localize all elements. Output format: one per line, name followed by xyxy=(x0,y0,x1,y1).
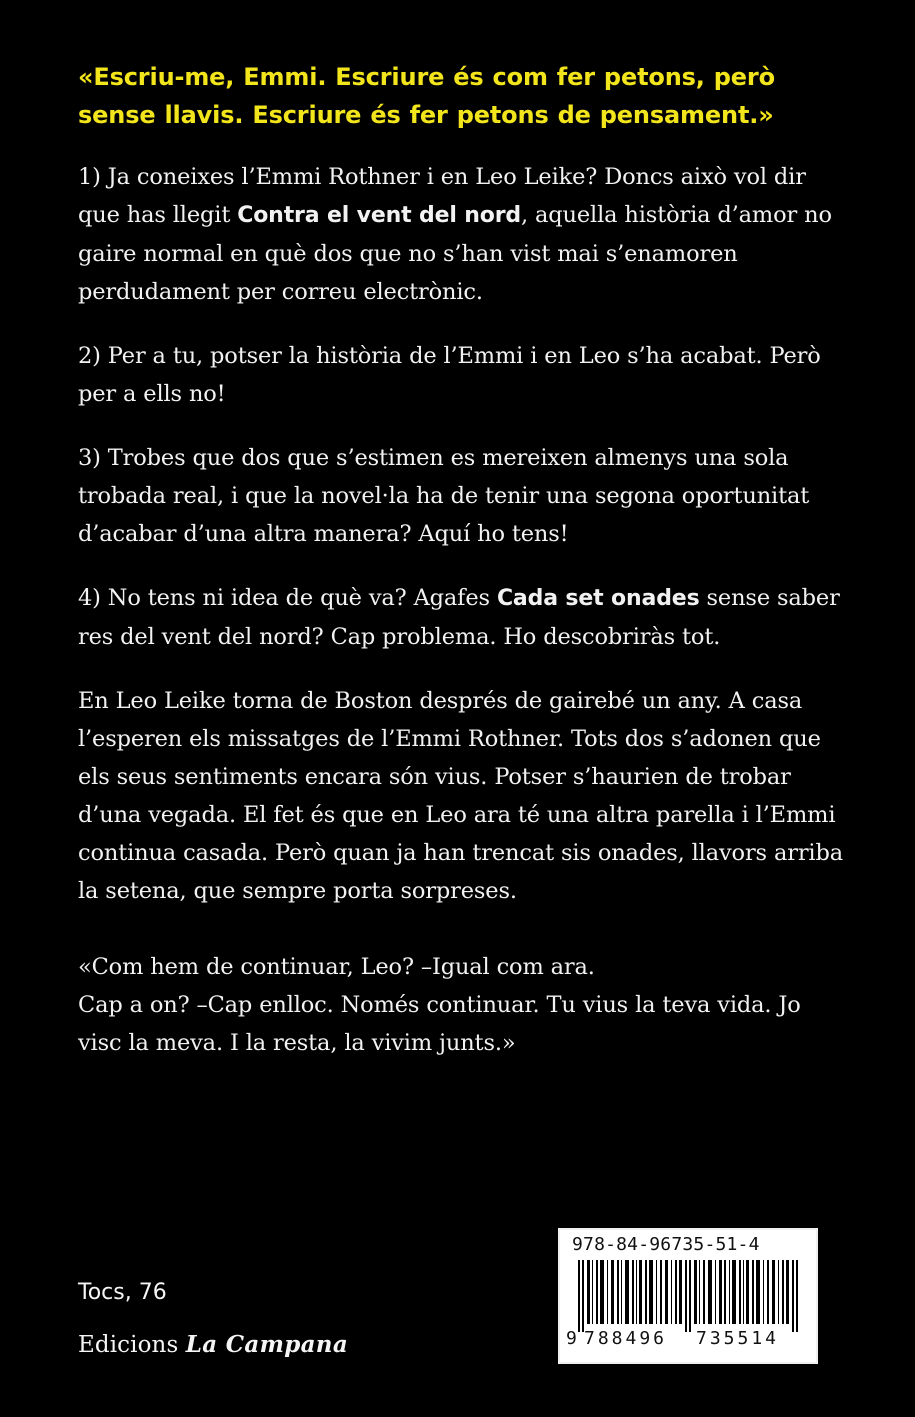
isbn-barcode xyxy=(558,1228,818,1364)
paragraph-4-text-after: sense saber res del vent del nord? Cap problema. Ho descobriràs tot. xyxy=(78,585,840,650)
paragraph-4 xyxy=(78,579,848,656)
barcode-left-digits: 788496 xyxy=(584,1328,668,1349)
barcode-prefix-digit: 9 xyxy=(566,1328,577,1349)
isbn-number: 978-84-96735-51-4 xyxy=(572,1234,760,1255)
paragraph-1 xyxy=(78,158,848,311)
paragraph-4-text-before: 4) No tens ni idea de què va? Agafes xyxy=(78,585,497,611)
barcode-right-digits: 735514 xyxy=(696,1328,780,1349)
featured-quote: «Escriu-me, Emmi. Escriure és com fer petons, però sense llavis. Escriure és fer petons de pensament.» xyxy=(78,63,775,129)
closing-quote-line-1: «Com hem de continuar, Leo? –Igual com ara. xyxy=(78,954,595,980)
paragraph-1-book-title: Contra el vent del nord xyxy=(237,203,522,228)
publisher-prefix: Edicions xyxy=(78,1332,186,1358)
publisher-label xyxy=(78,1331,348,1358)
barcode-digits xyxy=(566,1328,814,1356)
synopsis-paragraph: En Leo Leike torna de Boston després de gairebé un any. A casa l’esperen els missatges de l’Emmi Rothner. Tots dos s’adonen que els seus sentiments encara són vius. Potser s’haurien de trobar d’una vegada. El fet és que en Leo ara té una altra parella i l’Emmi continua casada. Però quan ja han trencat sis onades, llavors arriba la setena, que sempre porta sorpreses. xyxy=(78,688,843,904)
paragraph-1-text-before: 1) Ja coneixes l’Emmi Rothner i en Leo Leike? Doncs això vol dir que has llegit xyxy=(78,164,806,228)
closing-quote xyxy=(78,948,848,1062)
series-label: Tocs, 76 xyxy=(78,1280,167,1305)
paragraph-1-text-after: , aquella història d’amor no gaire normal en què dos que no s’han vist mai s’enamoren perdudament per correu electrònic. xyxy=(78,202,832,305)
publisher-brand: La Campana xyxy=(185,1331,349,1358)
barcode-bars xyxy=(578,1260,802,1332)
cover-text-content xyxy=(78,58,848,1088)
paragraph-2: 2) Per a tu, potser la història de l’Emmi i en Leo s’ha acabat. Però per a ells no! xyxy=(78,343,821,407)
paragraph-3: 3) Trobes que dos que s’estimen es mereixen almenys una sola trobada real, i que la novel·la ha de tenir una segona oportunitat d’acabar d’una altra manera? Aquí ho tens! xyxy=(78,445,810,547)
closing-quote-line-2: Cap a on? –Cap enlloc. Només continuar. Tu vius la teva vida. Jo visc la meva. I la resta, la vivim junts.» xyxy=(78,992,801,1056)
paragraph-4-book-title: Cada set onades xyxy=(496,586,700,611)
